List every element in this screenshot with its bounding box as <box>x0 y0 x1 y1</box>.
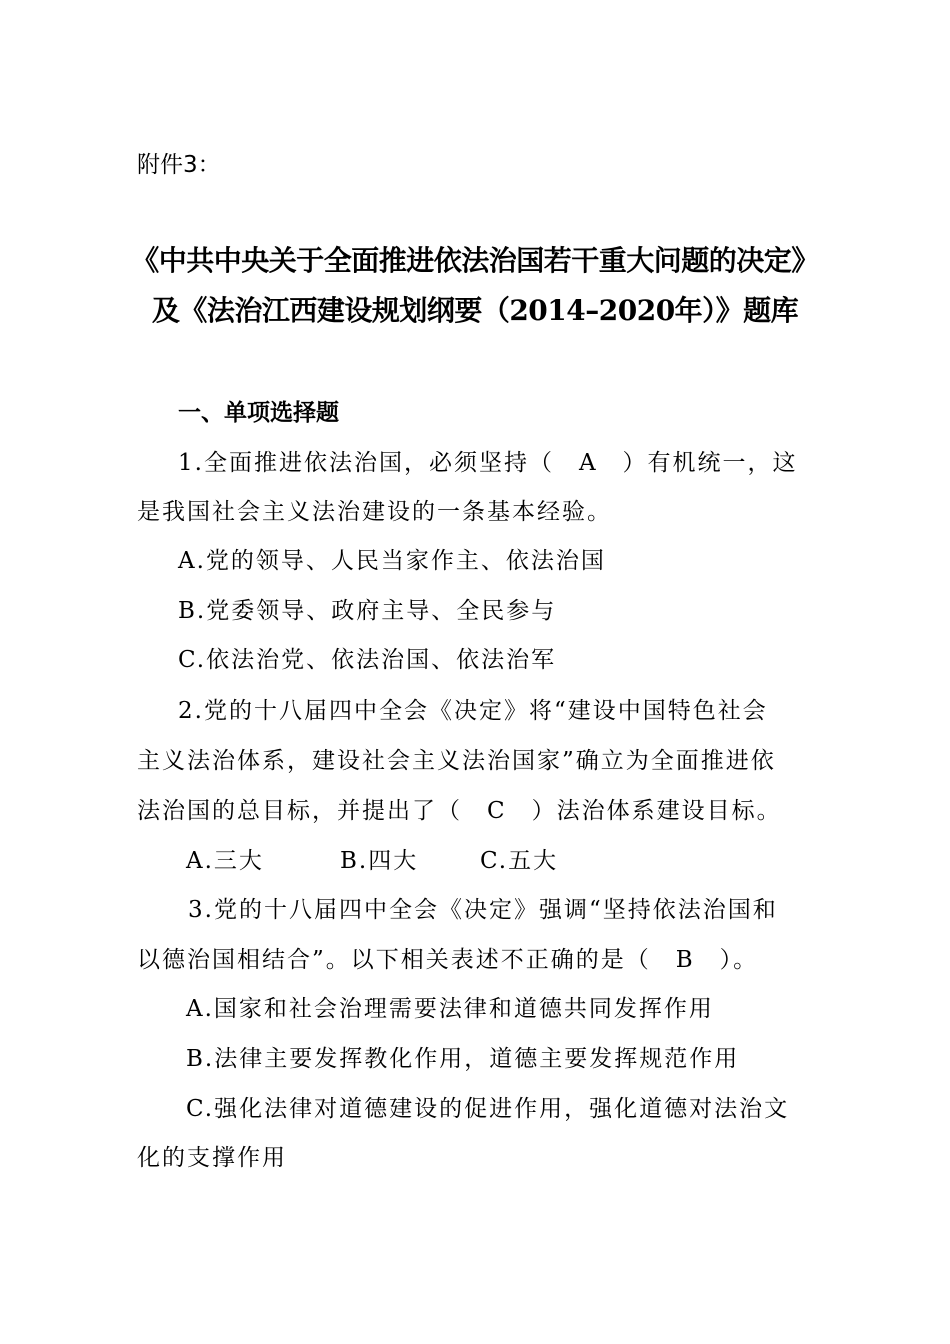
question-1-option-a: A.党的领导、人民当家作主、依法治国 <box>178 548 606 574</box>
question-1-stem-line-1: 1.全面推进依法治国，必须坚持（ A ）有机统一，这 <box>178 450 798 476</box>
question-3-option-a: A.国家和社会治理需要法律和道德共同发挥作用 <box>186 996 714 1022</box>
question-3-option-c-line-2: 化的支撑作用 <box>137 1145 287 1171</box>
attachment-label: 附件3： <box>137 152 221 178</box>
question-2-stem-line-1: 2.党的十八届四中全会《决定》将“建设中国特色社会 <box>178 698 768 724</box>
question-1-option-b: B.党委领导、政府主导、全民参与 <box>178 598 557 624</box>
question-3-option-b: B.法律主要发挥教化作用，道德主要发挥规范作用 <box>186 1046 740 1072</box>
question-2-option-b: B.四大 <box>340 848 419 874</box>
question-2-stem-line-2: 主义法治体系，建设社会主义法治国家”确立为全面推进依 <box>137 748 776 774</box>
question-3-stem-line-1: 3.党的十八届四中全会《决定》强调“坚持依法治国和 <box>188 897 778 923</box>
document-title-line-2: 及《法治江西建设规划纲要（2014–2020年）》题库 <box>151 294 799 327</box>
question-2-option-c: C.五大 <box>480 848 559 874</box>
question-1-stem-line-2: 是我国社会主义法治建设的一条基本经验。 <box>137 499 612 525</box>
question-3-stem-line-2: 以德治国相结合”。以下相关表述不正确的是（ B ）。 <box>137 947 759 973</box>
document-title-line-1: 《中共中央关于全面推进依法治国若干重大问题的决定》 <box>131 244 819 277</box>
question-3-option-c-line-1: C.强化法律对道德建设的促进作用，强化道德对法治文 <box>186 1096 790 1122</box>
section-heading: 一、单项选择题 <box>178 400 339 426</box>
question-1-option-c: C.依法治党、依法治国、依法治军 <box>178 647 557 673</box>
question-2-stem-line-3: 法治国的总目标，并提出了（ C ）法治体系建设目标。 <box>137 798 782 824</box>
question-2-option-a: A.三大 <box>186 848 264 874</box>
